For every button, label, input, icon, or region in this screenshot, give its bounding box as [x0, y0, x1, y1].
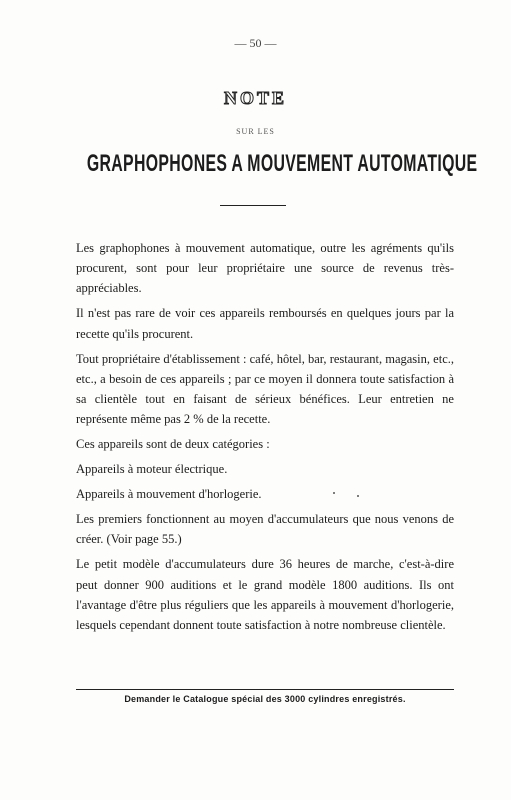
body-text — [76, 238, 454, 640]
note-subheading: SUR LES — [236, 127, 275, 136]
paper-speck — [333, 492, 335, 494]
footer-divider — [76, 689, 454, 690]
note-heading: NOTE — [223, 88, 287, 108]
paragraph-owners: Tout propriétaire d'établissement : café, hôtel, bar, restaurant, magasin, etc., etc., a besoin de ces appareils ; par ce moyen il donnera toute satisfaction à sa clientèle tout en faisant de sérieux bénéfices. Leur entretien ne représente même pas 2 % de la recette. — [76, 351, 454, 427]
page-number: — 50 — — [234, 36, 277, 50]
paragraph-accumulators: Les premiers fonctionnent au moyen d'accumulateurs que nous venons de créer. (Voir page 55.) — [76, 512, 454, 547]
paragraph-electric-motor: Appareils à moteur électrique. — [76, 462, 228, 477]
footer-note: Demander le Catalogue spécial des 3000 cylindres enregistrés. — [124, 694, 406, 704]
paragraph-reimbursed: Il n'est pas rare de voir ces appareils remboursés en quelques jours par la recette qu'ils procurent. — [76, 306, 454, 341]
paragraph-models: Le petit modèle d'accumulateurs dure 36 heures de marche, c'est-à-dire peut donner 900 auditions et le grand modèle 1800 auditions. Ils ont l'avantage d'être plus réguliers que les appareils à mouvement d'horlogerie, lesquels cependant donnent toute satisfaction à notre nombreuse clientèle. — [76, 557, 454, 633]
paper-speck — [357, 495, 359, 497]
paragraph-clockwork: Appareils à mouvement d'horlogerie. — [76, 487, 262, 502]
title-divider — [220, 205, 286, 206]
page-title: GRAPHOPHONES A MOUVEMENT AUTOMATIQUE — [86, 150, 478, 177]
paragraph-revenue: Les graphophones à mouvement automatique, outre les agréments qu'ils procurent, sont pour leur propriétaire une source de revenus très-appréciables. — [76, 241, 454, 296]
paragraph-categories: Ces appareils sont de deux catégories : — [76, 437, 270, 452]
